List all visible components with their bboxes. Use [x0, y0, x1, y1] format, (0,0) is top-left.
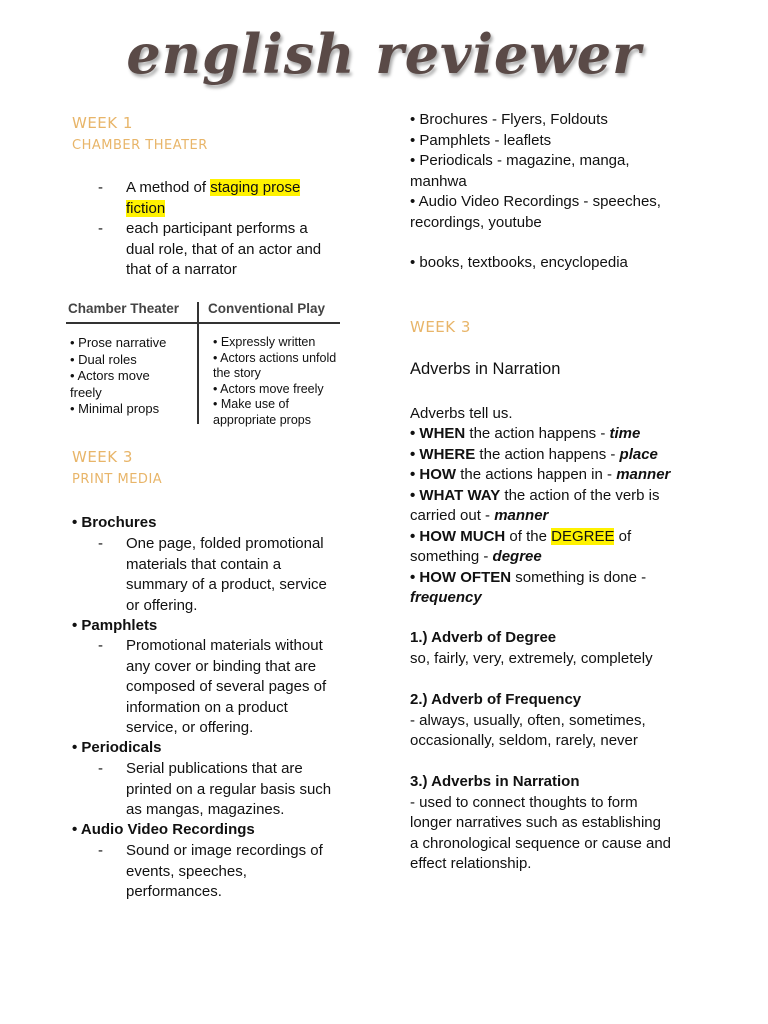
item-text: something -	[410, 548, 493, 565]
bold-term: • WHEN	[410, 425, 466, 442]
books-line: • books, textbooks, encyclopedia	[410, 254, 628, 271]
type-head: 3.) Adverbs in Narration	[410, 773, 580, 790]
item-text: something is done -	[511, 568, 647, 586]
bold-term: • HOW OFTEN	[410, 568, 512, 586]
week3-topic: PRINT MEDIA	[72, 472, 163, 487]
list-item: • Audio Video Recordings - speeches,	[410, 193, 661, 210]
list-item: • Periodicals - magazine, manga,	[410, 152, 630, 169]
list-item-cont	[410, 506, 730, 527]
table-divider-vertical	[197, 302, 199, 424]
section-body-audio-video	[98, 841, 368, 903]
list-item	[410, 568, 730, 589]
table-cell: • Prose narrative	[70, 335, 167, 350]
list-item: • Brochures - Flyers, Foldouts	[410, 111, 608, 128]
section-body-brochures	[98, 534, 368, 616]
section-head-pamphlets: • Pamphlets	[72, 617, 158, 634]
adverb-type-frequency	[410, 690, 740, 752]
section-body-pamphlets	[98, 636, 368, 739]
item-text: A method of	[126, 179, 211, 196]
bold-term: • WHERE	[410, 445, 476, 463]
table-cell: freely	[70, 384, 102, 400]
item-text: the action happens -	[475, 445, 620, 463]
table-divider-horizontal	[66, 322, 340, 324]
type-head: 2.) Adverb of Frequency	[410, 691, 582, 708]
table-col-conventional	[213, 335, 353, 428]
item-line: information on a product	[126, 698, 288, 716]
table-cell: • Make use of	[213, 397, 289, 411]
item-text: of the	[505, 527, 552, 545]
section-head-audio-video: • Audio Video Recordings	[72, 821, 255, 838]
table-cell: • Actors actions unfold	[213, 350, 337, 365]
week1-item-1	[98, 178, 358, 220]
list-item: manhwa	[410, 172, 467, 190]
table-cell: • Actors move	[70, 368, 150, 383]
item-line: any cover or binding that are	[126, 657, 317, 675]
item-line: events, speeches,	[126, 862, 247, 880]
item-text: carried out -	[410, 507, 495, 524]
item-line: that of a narrator	[126, 261, 237, 278]
item-line: printed on a regular basis such	[126, 780, 332, 798]
dash-marker: -	[98, 220, 103, 237]
page-title: english reviewer	[126, 22, 642, 86]
type-line: so, fairly, very, extremely, completely	[410, 649, 653, 667]
item-line: One page, folded promotional	[126, 535, 324, 552]
adverbs-intro: Adverbs tell us.	[410, 405, 513, 422]
week1-label: WEEK 1	[72, 114, 133, 132]
highlight-text: DEGREE	[551, 527, 615, 545]
dash-marker: -	[98, 760, 103, 777]
item-line: each participant performs a	[126, 220, 308, 237]
week1-item-2	[98, 219, 358, 281]
table-cell: appropriate props	[213, 412, 311, 427]
list-item-cont	[410, 588, 730, 609]
emphasis: manner	[494, 507, 549, 524]
right-week3-label: WEEK 3	[410, 318, 471, 336]
item-line: Promotional materials without	[126, 637, 323, 654]
adverbs-title: Adverbs in Narration	[410, 360, 561, 378]
item-line: or offering.	[126, 596, 198, 614]
dash-marker: -	[98, 535, 103, 552]
table-header-conventional: Conventional Play	[208, 301, 326, 316]
emphasis: time	[609, 425, 641, 442]
table-col-chamber	[70, 335, 195, 418]
dash-marker: -	[98, 842, 103, 859]
highlight-text: fiction	[126, 199, 166, 217]
adverb-type-narration	[410, 772, 740, 875]
item-line: performances.	[126, 883, 222, 900]
type-line: longer narratives such as establishing	[410, 814, 661, 831]
list-item-cont	[410, 547, 730, 568]
item-line: Sound or image recordings of	[126, 842, 323, 859]
table-cell: • Minimal props	[70, 401, 160, 416]
table-cell: • Actors move freely	[213, 381, 324, 396]
highlight-text: staging prose	[210, 179, 301, 196]
section-head-brochures: • Brochures	[72, 514, 157, 531]
item-line: composed of several pages of	[126, 678, 327, 695]
item-line: summary of a product, service	[126, 576, 327, 593]
type-line: effect relationship.	[410, 855, 532, 872]
item-text: of	[614, 527, 632, 545]
type-head: 1.) Adverb of Degree	[410, 629, 557, 646]
list-item	[410, 445, 730, 466]
table-cell: • Expressly written	[213, 335, 316, 349]
item-text: the action happens -	[465, 425, 610, 442]
list-item	[410, 527, 730, 548]
dash-marker: -	[98, 637, 103, 654]
bold-term: • HOW	[410, 466, 457, 483]
section-body-periodicals	[98, 759, 368, 821]
adverb-type-degree	[410, 628, 740, 669]
week1-topic: CHAMBER THEATER	[72, 138, 208, 153]
list-item	[410, 465, 730, 486]
bold-term: • HOW MUCH	[410, 527, 506, 545]
item-line: as mangas, magazines.	[126, 801, 285, 818]
bold-term: • WHAT WAY	[410, 486, 501, 504]
item-text: the action of the verb is	[500, 486, 660, 504]
list-item: recordings, youtube	[410, 213, 542, 231]
adverb-questions-list	[410, 424, 730, 609]
emphasis: manner	[616, 466, 671, 483]
type-line: occasionally, seldom, rarely, never	[410, 732, 638, 749]
item-line: dual role, that of an actor and	[126, 240, 322, 258]
emphasis: degree	[492, 548, 542, 565]
dash-marker: -	[98, 179, 103, 196]
list-item: • Pamphlets - leaflets	[410, 131, 552, 149]
emphasis: place	[619, 445, 658, 463]
week3-label: WEEK 3	[72, 448, 133, 466]
list-item	[410, 486, 730, 507]
media-examples-list	[410, 110, 730, 233]
table-cell: the story	[213, 366, 261, 380]
type-line: a chronological sequence or cause and	[410, 834, 672, 852]
list-item	[410, 424, 730, 445]
emphasis: frequency	[410, 589, 482, 606]
item-line: service, or offering.	[126, 719, 254, 736]
table-cell: • Dual roles	[70, 351, 137, 367]
item-line: Serial publications that are	[126, 760, 303, 777]
item-line: materials that contain a	[126, 555, 282, 573]
type-line: - always, usually, often, sometimes,	[410, 711, 646, 729]
item-text: the actions happen in -	[456, 466, 617, 483]
type-line: - used to connect thoughts to form	[410, 793, 638, 811]
section-head-periodicals: • Periodicals	[72, 739, 162, 756]
table-header-chamber: Chamber Theater	[68, 301, 180, 316]
